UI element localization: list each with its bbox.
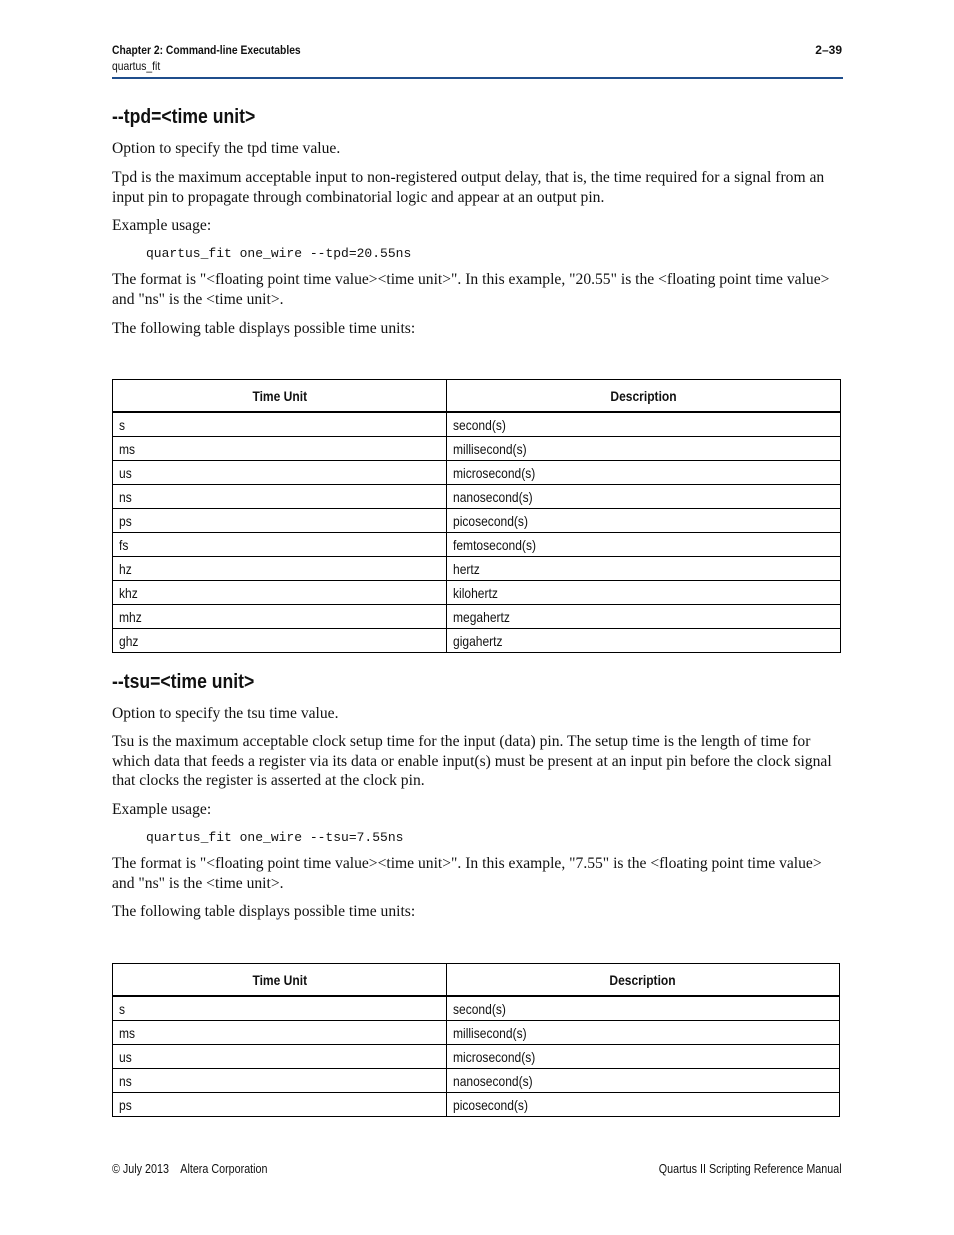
table-row bbox=[113, 629, 841, 653]
table-row bbox=[113, 461, 841, 485]
table-row bbox=[113, 996, 840, 1021]
table-row bbox=[113, 557, 841, 581]
running-header-chapter: Chapter 2: Command-line Executables bbox=[112, 43, 301, 57]
tsu-table-intro: The following table displays possible time units: bbox=[112, 903, 416, 920]
description-cell: hertz bbox=[447, 557, 841, 581]
tsu-code-example: quartus_fit one_wire --tsu=7.55ns bbox=[146, 830, 404, 845]
description-cell: second(s) bbox=[447, 996, 840, 1021]
tpd-table-intro: The following table displays possible time units: bbox=[112, 320, 416, 337]
table-header-row bbox=[113, 964, 840, 997]
table-row bbox=[113, 1045, 840, 1069]
description-cell: picosecond(s) bbox=[447, 1093, 840, 1117]
tsu-description: Tsu is the maximum acceptable clock setup time for the input (data) pin. The setup time is the length of time for which data that feeds a register via its data or enable input(s) must be present at an input pin before the clock signal that clocks the register is asserted at the clock pin. bbox=[112, 733, 832, 790]
column-header-time-unit: Time Unit bbox=[113, 380, 447, 413]
description-cell: microsecond(s) bbox=[447, 461, 841, 485]
footer-manual-title: Quartus II Scripting Reference Manual bbox=[659, 1162, 842, 1176]
tpd-time-unit-table bbox=[112, 379, 841, 653]
column-header-description: Description bbox=[447, 380, 841, 413]
unit-cell: ns bbox=[113, 1069, 447, 1093]
unit-cell: ms bbox=[113, 1021, 447, 1045]
description-cell: gigahertz bbox=[447, 629, 841, 653]
unit-cell: ms bbox=[113, 437, 447, 461]
header-rule bbox=[112, 77, 843, 79]
description-cell: femtosecond(s) bbox=[447, 533, 841, 557]
description-cell: megahertz bbox=[447, 605, 841, 629]
unit-cell: mhz bbox=[113, 605, 447, 629]
unit-cell: us bbox=[113, 461, 447, 485]
tsu-time-unit-table bbox=[112, 963, 840, 1117]
table-row bbox=[113, 509, 841, 533]
table-row bbox=[113, 533, 841, 557]
column-header-time-unit: Time Unit bbox=[113, 964, 447, 997]
tpd-intro: Option to specify the tpd time value. bbox=[112, 140, 341, 157]
table-row bbox=[113, 605, 841, 629]
tsu-intro: Option to specify the tsu time value. bbox=[112, 705, 339, 722]
unit-cell: hz bbox=[113, 557, 447, 581]
tpd-code-example: quartus_fit one_wire --tpd=20.55ns bbox=[146, 246, 412, 261]
description-cell: microsecond(s) bbox=[447, 1045, 840, 1069]
tsu-format-note: The format is "<floating point time value><time unit>". In this example, "7.55" is the <floating point time value> and "ns" is the <time unit>. bbox=[112, 855, 822, 892]
description-cell: kilohertz bbox=[447, 581, 841, 605]
unit-cell: ps bbox=[113, 509, 447, 533]
description-cell: picosecond(s) bbox=[447, 509, 841, 533]
table-row bbox=[113, 1021, 840, 1045]
tpd-heading: --tpd=<time unit> bbox=[112, 106, 256, 128]
table-row bbox=[113, 412, 841, 437]
table-row bbox=[113, 437, 841, 461]
table-row bbox=[113, 581, 841, 605]
unit-cell: fs bbox=[113, 533, 447, 557]
tpd-description: Tpd is the maximum acceptable input to non-registered output delay, that is, the time required for a signal from an input pin to propagate through combinatorial logic and appear at an output pin. bbox=[112, 169, 825, 206]
unit-cell: s bbox=[113, 996, 447, 1021]
table-row bbox=[113, 485, 841, 509]
unit-cell: us bbox=[113, 1045, 447, 1069]
tpd-format-note: The format is "<floating point time value><time unit>". In this example, "20.55" is the <floating point time value> and "ns" is the <time unit>. bbox=[112, 271, 830, 308]
description-cell: nanosecond(s) bbox=[447, 485, 841, 509]
unit-cell: ns bbox=[113, 485, 447, 509]
unit-cell: ps bbox=[113, 1093, 447, 1117]
tsu-example-label: Example usage: bbox=[112, 801, 212, 818]
footer-copyright: © July 2013 Altera Corporation bbox=[112, 1162, 268, 1176]
tsu-heading: --tsu=<time unit> bbox=[112, 671, 255, 693]
table-row bbox=[113, 1069, 840, 1093]
table-header-row bbox=[113, 380, 841, 413]
tpd-example-label: Example usage: bbox=[112, 217, 212, 234]
description-cell: millisecond(s) bbox=[447, 1021, 840, 1045]
unit-cell: s bbox=[113, 412, 447, 437]
table-row bbox=[113, 1093, 840, 1117]
unit-cell: ghz bbox=[113, 629, 447, 653]
description-cell: second(s) bbox=[447, 412, 841, 437]
page-number: 2–39 bbox=[815, 43, 842, 57]
column-header-description: Description bbox=[447, 964, 840, 997]
description-cell: nanosecond(s) bbox=[447, 1069, 840, 1093]
running-header-subtitle: quartus_fit bbox=[112, 59, 161, 73]
description-cell: millisecond(s) bbox=[447, 437, 841, 461]
unit-cell: khz bbox=[113, 581, 447, 605]
